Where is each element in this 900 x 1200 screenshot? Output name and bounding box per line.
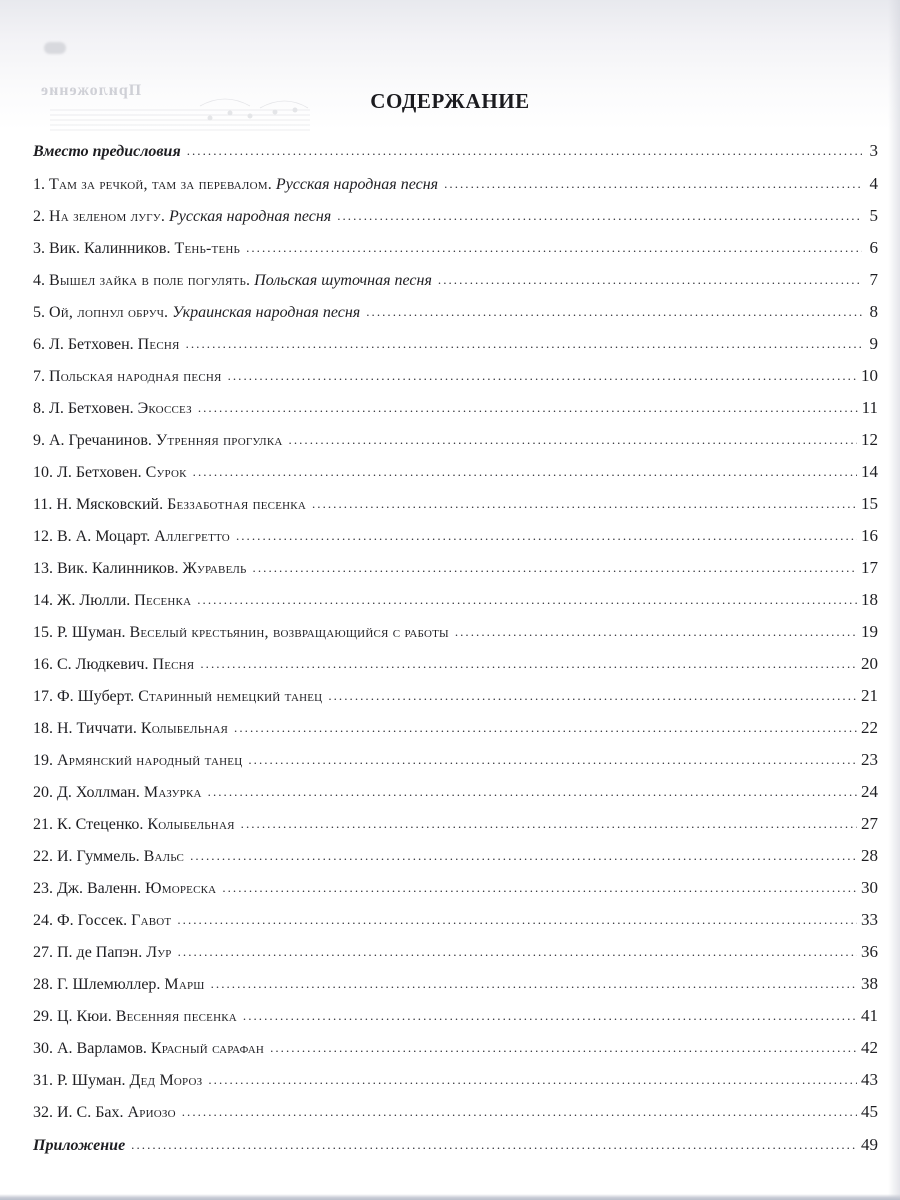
entry-number: 23. xyxy=(33,880,53,897)
page-edge-shadow xyxy=(888,0,900,1200)
toc-entry-title xyxy=(33,425,283,457)
page-number: 33 xyxy=(861,910,878,929)
entry-author: А. Варламов. xyxy=(57,1040,147,1057)
toc-entry-title xyxy=(33,361,222,393)
entry-author: С. Людкевич. xyxy=(57,656,149,673)
entry-piece-title: Колыбельная xyxy=(147,816,235,833)
page-number: 3 xyxy=(869,141,878,160)
entry-genre-note: Русская народная песня xyxy=(169,208,332,225)
entry-number: 17. xyxy=(33,688,53,705)
entry-author: Г. Шлемюллер. xyxy=(57,976,161,993)
dot-leader xyxy=(248,744,857,776)
entry-number: 3. xyxy=(33,240,45,257)
page-number: 12 xyxy=(861,430,878,449)
dot-leader xyxy=(289,424,857,456)
toc-row[interactable] xyxy=(33,744,878,776)
entry-author: Л. Бетховен. xyxy=(49,400,134,417)
toc-row[interactable] xyxy=(33,264,878,296)
entry-piece-title: Марш xyxy=(164,976,205,993)
page-number: 11 xyxy=(861,398,878,417)
entry-number: 22. xyxy=(33,848,53,865)
dot-leader xyxy=(444,168,862,200)
toc-row[interactable] xyxy=(33,232,878,264)
entry-piece-title: Колыбельная xyxy=(140,720,229,737)
entry-piece-title: Мазурка xyxy=(143,784,202,801)
toc-entry-title xyxy=(33,905,171,937)
entry-number: 15. xyxy=(33,624,53,641)
dot-leader xyxy=(243,1000,857,1032)
entry-number: 13. xyxy=(33,560,53,577)
toc-entry-title xyxy=(33,841,184,873)
toc-row[interactable] xyxy=(33,168,878,200)
entry-piece-title: Вальс xyxy=(143,848,185,865)
toc-entry-title xyxy=(33,329,180,361)
entry-number: 32. xyxy=(33,1104,53,1121)
entry-number: 4. xyxy=(33,272,45,289)
entry-number: 5. xyxy=(33,304,45,321)
dot-leader xyxy=(337,200,862,232)
entry-piece-title: На зеленом лугу. xyxy=(49,208,166,225)
dot-leader xyxy=(193,456,857,488)
page-number: 10 xyxy=(861,366,878,385)
dot-leader xyxy=(208,1064,857,1096)
toc-entry-title xyxy=(33,873,216,905)
dot-leader xyxy=(236,520,857,552)
entry-author: Н. Мясковский. xyxy=(56,496,164,513)
dot-leader xyxy=(211,968,857,1000)
entry-piece-title: Песенка xyxy=(134,592,192,609)
entry-piece-title: Ой, лопнул обруч. xyxy=(49,304,169,321)
entry-piece-title: Весенняя песенка xyxy=(115,1008,237,1025)
entry-author: И. С. Бах. xyxy=(57,1104,124,1121)
entry-author: Вик. Калинников. xyxy=(49,240,171,257)
toc-entry-title xyxy=(33,233,240,265)
entry-piece-title: Веселый крестьянин, возвращающийся с работы xyxy=(129,624,449,641)
entry-number: 18. xyxy=(33,720,53,737)
entry-number: 20. xyxy=(33,784,53,801)
entry-piece-title: Старинный немецкий танец xyxy=(138,688,323,705)
toc-row[interactable] xyxy=(33,200,878,232)
entry-author: П. де Папэн. xyxy=(57,944,143,961)
entry-genre-note: Русская народная песня xyxy=(275,176,439,193)
entry-number: 11. xyxy=(33,496,53,513)
toc-row[interactable] xyxy=(33,840,878,872)
page-number: 49 xyxy=(861,1135,878,1154)
toc-row[interactable] xyxy=(33,1064,878,1096)
dot-leader xyxy=(328,680,857,712)
dot-leader xyxy=(246,232,862,264)
entry-number: 21. xyxy=(33,816,53,833)
toc-row[interactable] xyxy=(33,456,878,488)
toc-entry-title xyxy=(33,585,191,617)
toc-row[interactable] xyxy=(33,680,878,712)
toc-entry-title xyxy=(33,553,247,585)
entry-author: Л. Бетховен. xyxy=(49,336,134,353)
entry-author: Вик. Калинников. xyxy=(57,560,179,577)
entry-author: Ц. Кюи. xyxy=(57,1008,112,1025)
entry-piece-title: Армянский народный танец xyxy=(57,752,243,769)
entry-number: 19. xyxy=(33,752,53,769)
dot-leader xyxy=(178,936,857,968)
table-of-contents xyxy=(33,134,878,1162)
toc-row[interactable] xyxy=(33,520,878,552)
entry-number: 28. xyxy=(33,976,53,993)
toc-row[interactable] xyxy=(33,872,878,904)
entry-author: Ж. Люлли. xyxy=(57,592,131,609)
dot-leader xyxy=(222,872,857,904)
toc-row[interactable] xyxy=(33,648,878,680)
toc-row[interactable] xyxy=(33,424,878,456)
page-number: 24 xyxy=(861,782,878,801)
toc-entry-title xyxy=(33,713,228,745)
dot-leader xyxy=(182,1096,857,1128)
entry-number: 24. xyxy=(33,912,53,929)
scan-smudge xyxy=(44,42,66,54)
toc-entry-title xyxy=(33,617,449,649)
toc-entry-title xyxy=(33,1033,264,1065)
page-number: 38 xyxy=(861,974,878,993)
entry-number: 6. xyxy=(33,336,45,353)
toc-entry-title xyxy=(33,681,322,713)
entry-piece-title: Юмореска xyxy=(145,880,217,897)
toc-entry-title xyxy=(33,649,194,681)
page-number: 45 xyxy=(861,1102,878,1121)
entry-author: Р. Шуман. xyxy=(57,624,126,641)
entry-piece-title: Песня xyxy=(137,336,180,353)
toc-entry-title xyxy=(33,745,242,777)
toc-row[interactable] xyxy=(33,328,878,360)
entry-piece-title: Аллегретто xyxy=(154,528,230,545)
page-number: 28 xyxy=(861,846,878,865)
dot-leader xyxy=(187,134,862,168)
dot-leader xyxy=(270,1032,857,1064)
entry-genre-note: Украинская народная песня xyxy=(172,304,361,321)
entry-number: 30. xyxy=(33,1040,53,1057)
entry-author: И. Гуммель. xyxy=(57,848,140,865)
entry-author: А. Гречанинов. xyxy=(49,432,152,449)
entry-number: 2. xyxy=(33,208,45,225)
entry-piece-title: Беззаботная песенка xyxy=(167,496,306,513)
dot-leader xyxy=(190,840,857,872)
toc-entry-title xyxy=(33,297,360,329)
toc-row[interactable] xyxy=(33,968,878,1000)
page-number: 14 xyxy=(861,462,878,481)
page-number: 5 xyxy=(869,206,878,225)
entry-piece-title: Песня xyxy=(152,656,195,673)
toc-row[interactable] xyxy=(33,584,878,616)
toc-entry-title xyxy=(33,169,438,201)
dot-leader xyxy=(131,1128,857,1162)
entry-number: 29. xyxy=(33,1008,53,1025)
entry-author: Дж. Валенн. xyxy=(57,880,142,897)
entry-piece-title: Гавот xyxy=(131,912,172,929)
dot-leader xyxy=(198,392,858,424)
page-title: СОДЕРЖАНИЕ xyxy=(370,89,530,113)
toc-row[interactable] xyxy=(33,1032,878,1064)
dot-leader xyxy=(197,584,857,616)
entry-number: 12. xyxy=(33,528,53,545)
entry-author: Ф. Шуберт. xyxy=(57,688,135,705)
toc-row[interactable] xyxy=(33,808,878,840)
entry-author: Ф. Госсек. xyxy=(57,912,128,929)
bleed-through-header: Приложение xyxy=(40,82,142,99)
page-number: 30 xyxy=(861,878,878,897)
entry-piece-title: Вышел зайка в поле погулять. xyxy=(49,272,251,289)
entry-author: Л. Бетховен. xyxy=(57,464,142,481)
page-number: 17 xyxy=(861,558,878,577)
entry-number: 9. xyxy=(33,432,45,449)
entry-author: Р. Шуман. xyxy=(57,1072,126,1089)
dot-leader xyxy=(455,616,857,648)
toc-row[interactable] xyxy=(33,936,878,968)
entry-piece-title: Ариозо xyxy=(127,1104,176,1121)
entry-number: 16. xyxy=(33,656,53,673)
toc-appendix-row[interactable] xyxy=(33,1128,878,1162)
entry-author: К. Стеценко. xyxy=(57,816,144,833)
page-number: 7 xyxy=(869,270,878,289)
toc-row[interactable] xyxy=(33,360,878,392)
page-number: 4 xyxy=(869,174,878,193)
entry-author: В. А. Моцарт. xyxy=(57,528,151,545)
entry-number: 10. xyxy=(33,464,53,481)
entry-piece-title: Дед Мороз xyxy=(129,1072,203,1089)
entry-piece-title: Экоссез xyxy=(137,400,192,417)
dot-leader xyxy=(200,648,857,680)
toc-row[interactable] xyxy=(33,616,878,648)
page-number: 21 xyxy=(861,686,878,705)
toc-entry-title xyxy=(33,201,331,233)
page-number: 27 xyxy=(861,814,878,833)
toc-entry-title xyxy=(33,393,192,425)
toc-row[interactable] xyxy=(33,904,878,936)
page-number: 18 xyxy=(861,590,878,609)
entry-piece-title: Утренняя прогулка xyxy=(155,432,283,449)
toc-row[interactable] xyxy=(33,776,878,808)
entry-piece-title: Тень-тень xyxy=(174,240,241,257)
page-number: 19 xyxy=(861,622,878,641)
entry-piece-title: Там за речкой, там за перевалом. xyxy=(49,176,272,193)
dot-leader xyxy=(177,904,857,936)
page-number: 43 xyxy=(861,1070,878,1089)
page-number: 16 xyxy=(861,526,878,545)
page-number: 9 xyxy=(869,334,878,353)
toc-entry-title xyxy=(33,1065,202,1097)
page-number: 42 xyxy=(861,1038,878,1057)
entry-author: Н. Тиччати. xyxy=(57,720,137,737)
toc-entry-title xyxy=(33,265,432,297)
toc-entry-title xyxy=(33,489,306,521)
page-number: 22 xyxy=(861,718,878,737)
page-number: 36 xyxy=(861,942,878,961)
entry-number: 14. xyxy=(33,592,53,609)
toc-appendix-label: Приложение xyxy=(33,1137,126,1154)
dot-leader xyxy=(208,776,857,808)
toc-row[interactable] xyxy=(33,296,878,328)
dot-leader xyxy=(312,488,857,520)
toc-row[interactable] xyxy=(33,1000,878,1032)
toc-entry-title xyxy=(33,1097,176,1129)
toc-row[interactable] xyxy=(33,1096,878,1128)
page-number: 20 xyxy=(861,654,878,673)
entry-number: 27. xyxy=(33,944,53,961)
dot-leader xyxy=(186,328,862,360)
entry-piece-title: Польская народная песня xyxy=(49,368,222,385)
toc-intro-label: Вместо предисловия xyxy=(33,143,181,160)
toc-entry-title xyxy=(33,937,172,969)
entry-number: 8. xyxy=(33,400,45,417)
toc-entry-title xyxy=(33,521,230,553)
page-number: 15 xyxy=(861,494,878,513)
entry-piece-title: Красный сарафан xyxy=(150,1040,265,1057)
entry-piece-title: Журавель xyxy=(182,560,247,577)
toc-row[interactable] xyxy=(33,552,878,584)
entry-piece-title: Лур xyxy=(146,944,172,961)
entry-author: Д. Холлман. xyxy=(57,784,140,801)
dot-leader xyxy=(366,296,862,328)
toc-intro-row[interactable] xyxy=(33,134,878,168)
page-bottom-edge xyxy=(0,1194,900,1200)
page-number: 41 xyxy=(861,1006,878,1025)
entry-number: 1. xyxy=(33,176,45,193)
entry-piece-title: Сурок xyxy=(145,464,187,481)
toc-entry-title xyxy=(33,777,202,809)
dot-leader xyxy=(253,552,857,584)
toc-entries xyxy=(33,168,878,1128)
dot-leader xyxy=(438,264,862,296)
page-number: 8 xyxy=(869,302,878,321)
entry-genre-note: Польская шуточная песня xyxy=(254,272,432,289)
toc-entry-title xyxy=(33,1001,237,1033)
page-number: 23 xyxy=(861,750,878,769)
toc-entry-title xyxy=(33,809,235,841)
entry-number: 7. xyxy=(33,368,45,385)
page-number: 6 xyxy=(869,238,878,257)
dot-leader xyxy=(241,808,857,840)
toc-row[interactable] xyxy=(33,392,878,424)
dot-leader xyxy=(228,360,857,392)
entry-number: 31. xyxy=(33,1072,53,1089)
toc-entry-title xyxy=(33,969,205,1001)
toc-entry-title xyxy=(33,457,187,489)
dot-leader xyxy=(234,712,857,744)
toc-row[interactable] xyxy=(33,488,878,520)
toc-row[interactable] xyxy=(33,712,878,744)
